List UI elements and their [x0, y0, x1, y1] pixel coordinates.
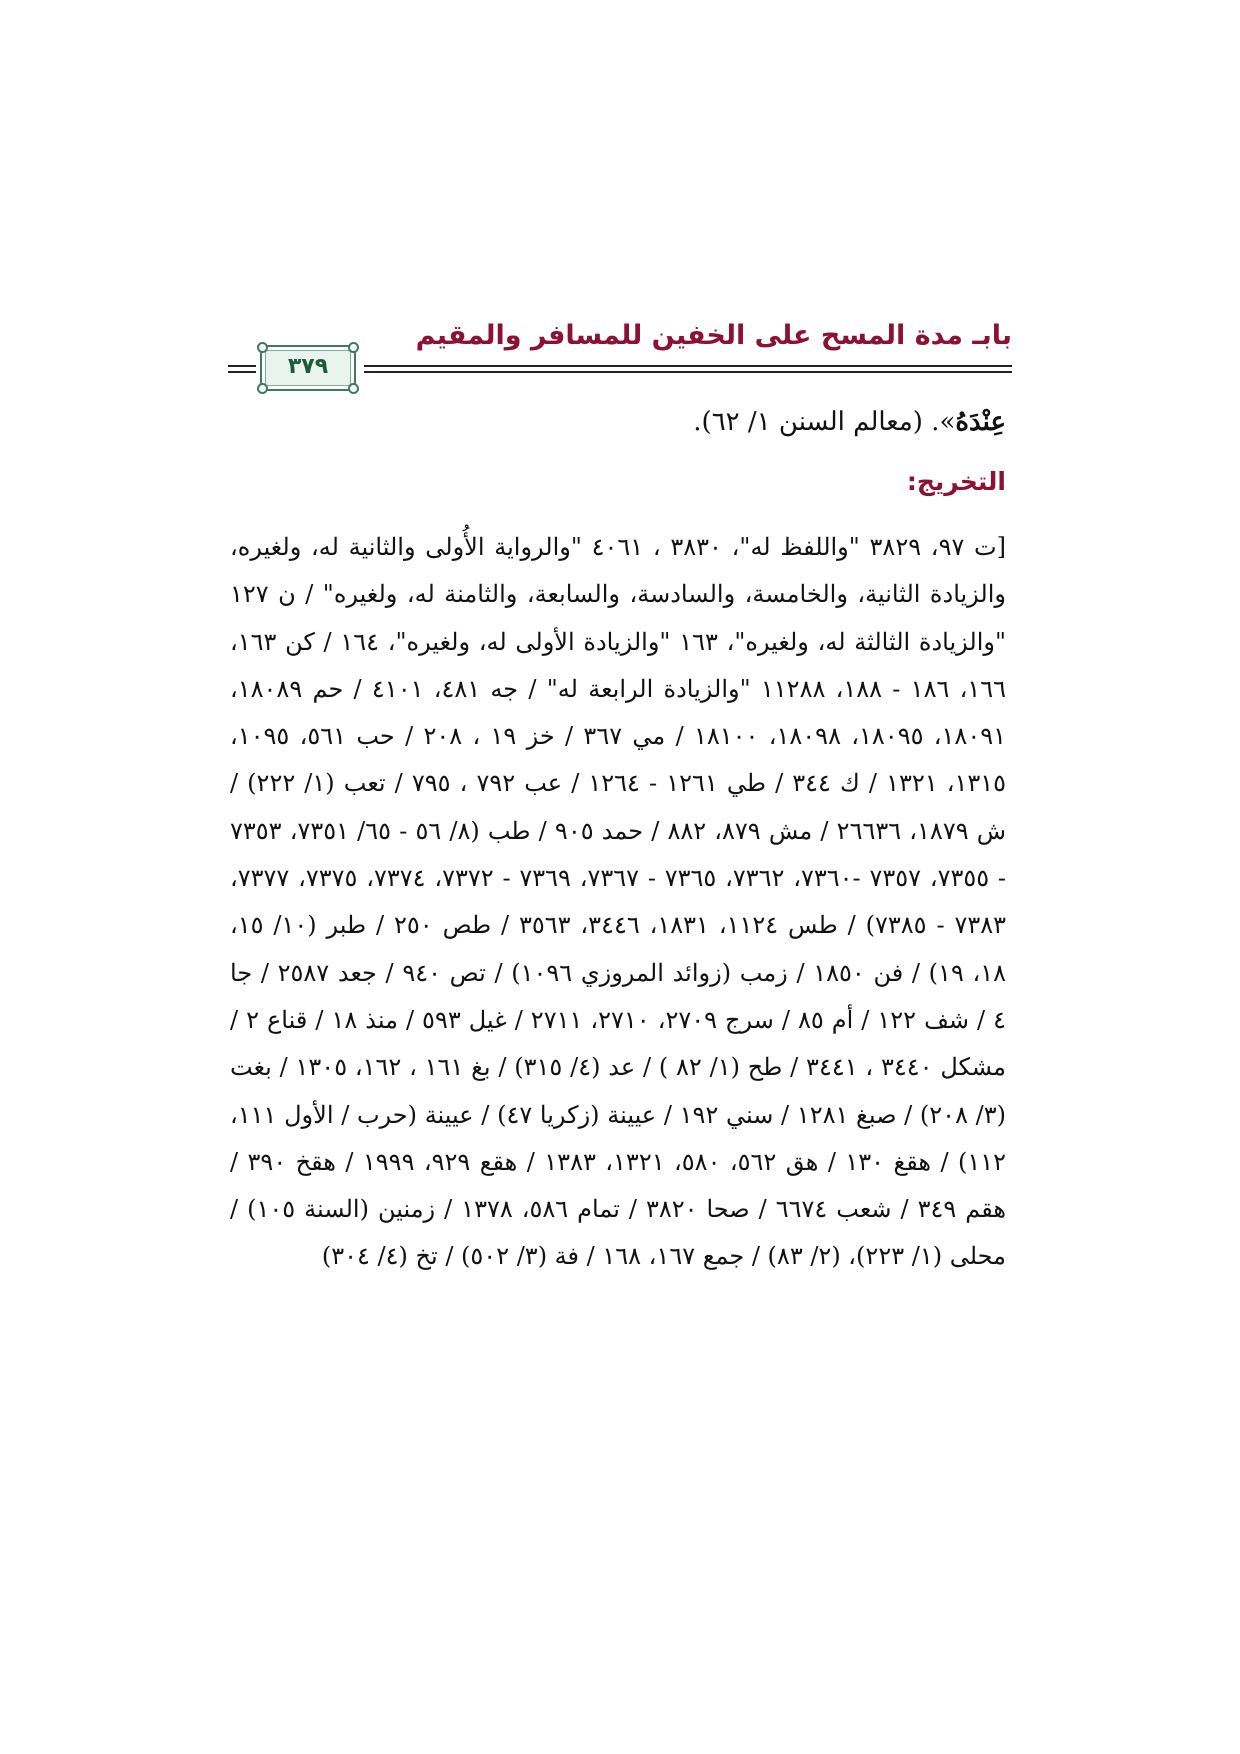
page-number: ٣٧٩: [287, 354, 329, 379]
takhrij-paragraph: [ت ٩٧، ٣٨٢٩ "واللفظ له"، ٣٨٣٠ ، ٤٠٦١ "والرواية الأُولى والثانية له، ولغيره، والزيادة الثانية، والخامسة، والسادسة، والسابعة، والثامنة له، ولغيره" / ن ١٢٧ "والزيادة الثالثة له، ولغيره"، ١٦٣ "والزيادة الأولى له، ولغيره"، ١٦٤ / كن ١٦٣، ١٦٦، ١٨٦ - ١٨٨، ١١٢٨٨ "والزيادة الرابعة له" / جه ٤٨١، ٤١٠١ / حم ١٨٠٨٩، ١٨٠٩١، ١٨٠٩٥، ١٨٠٩٨، ١٨١٠٠ / مي ٣٦٧ / خز ١٩ ، ٢٠٨ / حب ٥٦١، ١٠٩٥، ١٣١٥، ١٣٢١ / ك ٣٤٤ / طي ١٢٦١ - ١٢٦٤ / عب ٧٩٢ ، ٧٩٥ / تعب (١/ ٢٢٢) / ش ١٨٧٩، ٢٦٦٣٦ / مش ٨٧٩، ٨٨٢ / حمد ٩٠٥ / طب (٨/ ٥٦ - ٦٥/ ٧٣٥١، ٧٣٥٣ - ٧٣٥٥، ٧٣٥٧ -٧٣٦٠، ٧٣٦٢، ٧٣٦٥ - ٧٣٦٧، ٧٣٦٩ - ٧٣٧٢، ٧٣٧٤، ٧٣٧٥، ٧٣٧٧، ٧٣٨٣ - ٧٣٨٥) / طس ١١٢٤، ١٨٣١، ٣٤٤٦، ٣٥٦٣ / طص ٢٥٠ / طبر (١٠/ ١٥، ١٨، ١٩) / فن ١٨٥٠ / زمب (زوائد المروزي ١٠٩٦) / تص ٩٤٠ / جعد ٢٥٨٧ / جا ٤ / شف ١٢٢ / أم ٨٥ / سرج ٢٧٠٩، ٢٧١٠، ٢٧١١ / غيل ٥٩٣ / منذ ١٨ / قناع ٢ / مشكل ٣٤٤٠ ، ٣٤٤١ / طح (١/ ٨٢ ) / عد (٤/ ٣١٥) / بغ ١٦١ ، ١٦٢، ١٣٠٥ / بغت (٣/ ٢٠٨) / صبغ ١٢٨١ / سني ١٩٢ / عيينة (زكريا ٤٧) / عيينة (حرب / الأول ١١١، ١١٢) / هقغ ١٣٠ / هق ٥٦٢، ٥٨٠، ١٣٢١، ١٣٨٣ / هقع ٩٢٩، ١٩٩٩ / هقخ ٣٩٠ / هقم ٣٤٩ / شعب ٦٦٧٤ / صحا ٣٨٢٠ / تمام ٥٨٦، ١٣٧٨ / زمنين (السنة ١٠٥) / محلى (١/ ٢٢٣)، (٢/ ٨٣) / جمع ١٦٧، ١٦٨ / فة (٣/ ٥٠٢) / تخ (٤/ ٣٠٤): [230, 533, 1007, 1271]
header-rule-bottom: [364, 371, 1012, 373]
page-number-badge: [260, 345, 356, 391]
chapter-title: بابـ مدة المسح على الخفين للمسافر والمقيم: [415, 320, 1012, 351]
section-heading: التخريج:: [906, 467, 1006, 496]
header-rule-left-top: [228, 365, 256, 367]
intro-line: [230, 402, 1006, 442]
intro-word: عِنْدَهُ: [955, 407, 1006, 437]
header-rule-left-bottom: [228, 371, 256, 373]
page-header: [228, 320, 1012, 392]
page-body: [230, 402, 1006, 1281]
intro-reference: ». (معالم السنن ١/ ٦٢).: [693, 407, 956, 437]
header-rule-top: [364, 365, 1012, 367]
